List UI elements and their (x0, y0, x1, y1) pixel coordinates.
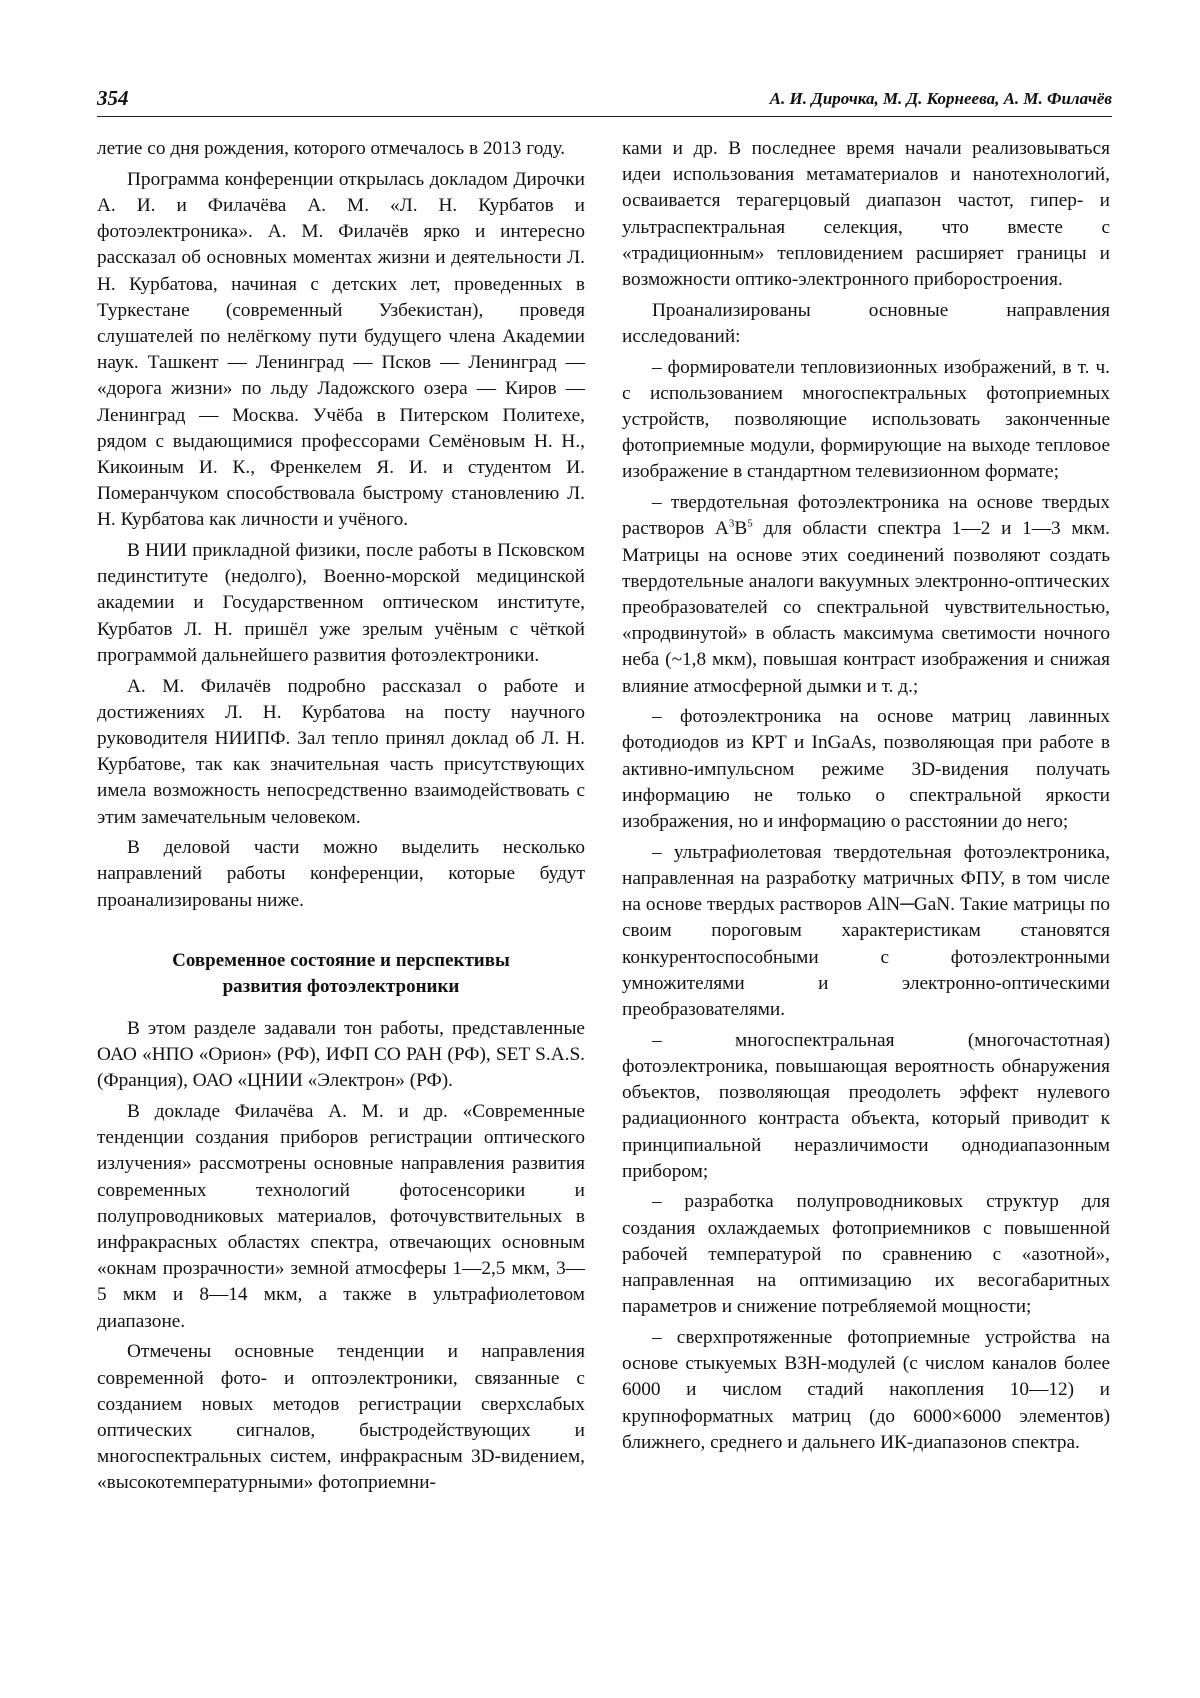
list-item: – многоспектральная (многочастотная) фотоэлектроника, повышающая вероятность обнаружения объектов, позволяющая преодолеть эффект нулевого радиационного контраста объекта, который приводит к принципиальной неразличимости однодиапазонным прибором; (622, 1029, 1110, 1182)
paragraph: ками и др. В последнее время начали реализовываться идеи использования метаматериалов и нанотехнологий, осваивается терагерцовый диапазон частот, гипер- и ультраспектральная селекция, что вместе с «традиционным» тепловидением расширяет границы и возможности оптико-электронного приборостроения. (622, 138, 1110, 291)
running-authors: А. И. Дирочка, М. Д. Корнеева, А. М. Филачёв (769, 89, 1112, 108)
list-item: – разработка полупроводниковых структур для создания охлаждаемых фотоприемников с повышенной рабочей температурой по сравнению с «азотной», направленная на оптимизацию их весогабаритных параметров и снижение потребляемой мощности; (622, 1191, 1110, 1318)
paragraph: Отмечены основные тенденции и направления современной фото- и оптоэлектроники, связанные с созданием новых методов регистрации сверхслабых оптических сигналов, быстродействующих и многоспектральных систем, инфракрасным 3D-видением, «высокотемпературными» фотоприемни- (97, 1341, 585, 1494)
paragraph: А. М. Филачёв подробно рассказал о работе и достижениях Л. Н. Курбатова на посту научного руководителя НИИПФ. Зал тепло принял доклад об Л. Н. Курбатове, так как значительная часть присутствующих имела возможность непосредственно взаимодействовать с этим замечательным человеком. (97, 675, 585, 828)
paragraph: В НИИ прикладной физики, после работы в Псковском пединституте (недолго), Военно-морской медицинской академии и Государственном оптическом институте, Курбатов Л. Н. пришёл уже зрелым учёным с чёткой программой дальнейшего развития фотоэлектроники. (97, 540, 585, 666)
paragraph: В деловой части можно выделить несколько направлений работы конференции, которые будут проанализированы ниже. (97, 837, 585, 911)
list-item: – ультрафиолетовая твердотельная фотоэлектроника, направленная на разработку матричных ФПУ, в том числе на основе твердых растворов AlN─GaN. Такие матрицы по своим пороговым характеристикам становятся конкурентоспособными с фотоэлектронными умножителями и электронно-оптическими преобразователями. (622, 841, 1110, 1020)
list-item: – сверхпротяженные фотоприемные устройства на основе стыкуемых ВЗН-модулей (с числом каналов более 6000 и числом стадий накопления 10—12) и крупноформатных матриц (до 6000×6000 элементов) ближнего, среднего и дальнего ИК-диапазонов спектра. (622, 1326, 1110, 1453)
running-header (97, 86, 1112, 117)
paragraph: Программа конференции открылась докладом Дирочки А. И. и Филачёва А. М. «Л. Н. Курбатов и фотоэлектроника». А. М. Филачёв ярко и интересно рассказал об основных моментах жизни и деятельности Л. Н. Курбатова, начиная с детских лет, проведенных в Туркестане (современный Узбекистан), проведя слушателей по нелёгкому пути будущего члена Академии наук. Ташкент — Ленинград — Псков — Ленинград — «дорога жизни» по льду Ладожского озера — Киров — Ленинград — Москва. Учёба в Питерском Политехе, рядом с выдающимися профессорами Семёновым Н. Н., Кикоиным И. К., Френкелем Я. И. и студентом И. Померанчуком способствовала быстрому становлению Л. Н. Курбатова как личности и учёного. (97, 168, 585, 531)
paragraph: Проанализированы основные направления исследований: (622, 299, 1110, 347)
paragraph: В этом разделе задавали тон работы, представленные ОАО «НПО «Орион» (РФ), ИФП СО РАН (РФ), SET S.A.S. (Франция), ОАО «ЦНИИ «Электрон» (РФ). (97, 1017, 585, 1092)
left-column (97, 136, 585, 1501)
list-item: – формирователи тепловизионных изображений, в т. ч. с использованием многоспектральных фотоприемных устройств, позволяющие использовать законченные фотоприемные модули, формирующие на выходе тепловое изображение в стандартном телевизионном формате; (622, 356, 1110, 483)
paragraph: летие со дня рождения, которого отмечалось в 2013 году. (97, 138, 566, 159)
list-item: – твердотельная фотоэлектроника на основе твердых растворов $A^3B^5$ для области спектра 1—2 и 1—3 мкм. Матрицы на основе этих соединений позволяют создать твердотельные аналоги вакуумных электронно-оптических преобразователей со спектральной чувствительностью, «продвинутой» в область максимума светимости ночного неба (~1,8 мкм), повышая контраст изображения и снижая влияние атмосферной дымки и т. д.; (622, 492, 1110, 697)
page-number: 354 (97, 86, 129, 110)
section-heading-line: Современное состояние и перспективы (172, 949, 510, 971)
right-column (622, 136, 1110, 1460)
section-heading-line: развития фотоэлектроники (222, 975, 460, 997)
list-item: – фотоэлектроника на основе матриц лавинных фотодиодов из КРТ и InGaAs, позволяющая при работе в активно-импульсном режиме 3D-видения получать информацию не только о спектральной яркости изображения, но и информацию о расстоянии до него; (622, 706, 1110, 833)
paragraph: В докладе Филачёва А. М. и др. «Современные тенденции создания приборов регистрации оптического излучения» рассмотрены основные направления развития современных технологий фотосенсорики и полупроводниковых материалов, фоточувствительных в инфракрасных областях спектра, отвечающих основным «окнам прозрачности» земной атмосферы 1—2,5 мкм, 3—5 мкм и 8—14 мкм, а также в ультрафиолетовом диапазоне. (97, 1101, 585, 1332)
section-heading (97, 948, 585, 1000)
